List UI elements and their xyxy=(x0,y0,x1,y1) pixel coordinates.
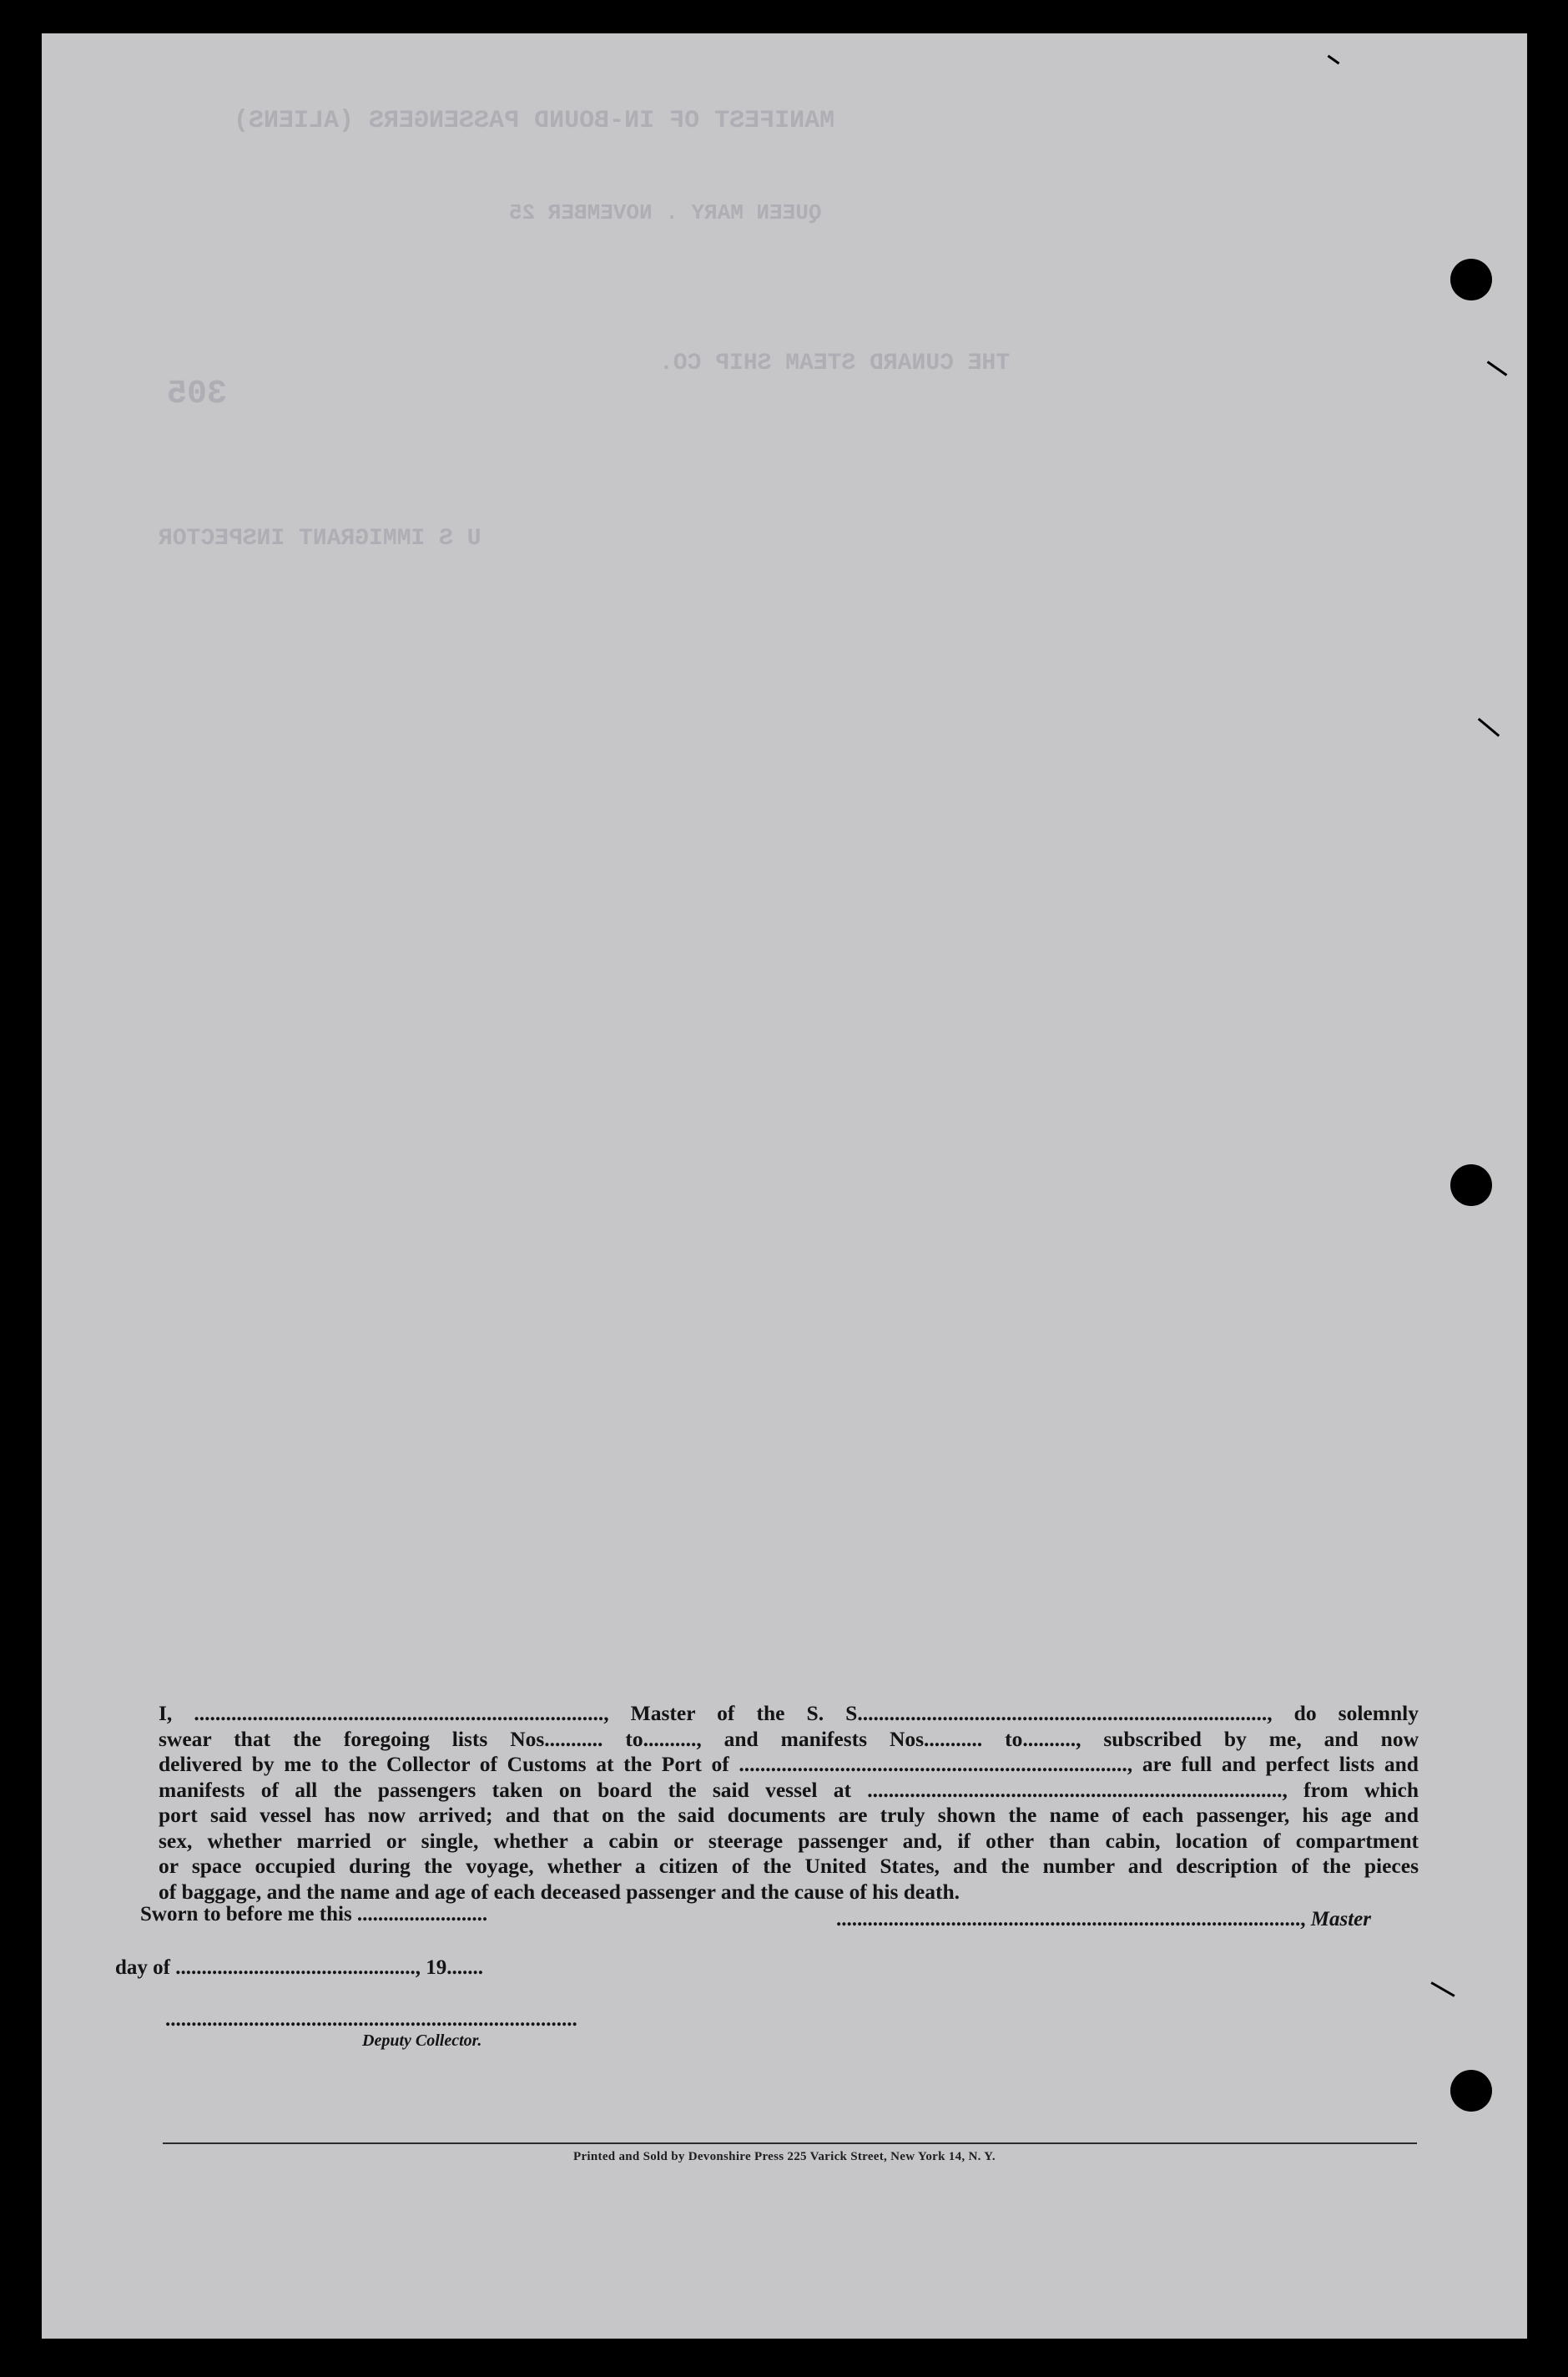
master-signature-line xyxy=(836,1908,1371,1931)
footer-rule xyxy=(163,2142,1417,2144)
bleed-through-text: U S IMMIGRANT INSPECTOR xyxy=(159,526,481,552)
sworn-before-line: Sworn to before me this ......................... xyxy=(140,1903,488,1925)
bleed-through-text: 305 xyxy=(167,376,228,413)
printer-imprint: Printed and Sold by Devonshire Press 225 Varick Street, New York 14, N. Y. xyxy=(573,2150,996,2163)
punch-hole xyxy=(1450,2070,1492,2112)
deputy-signature-line: ............................................................................... xyxy=(165,2008,577,2031)
oath-line: sex, whether married or single, whether a cabin or steerage passenger and, if other than cabin, location of compartment xyxy=(159,1828,1419,1853)
oath-line: of baggage, and the name and age of each deceased passenger and the cause of his death. xyxy=(159,1879,960,1904)
manifest-page xyxy=(42,33,1527,2339)
bleed-through-text: QUEEN MARY . NOVEMBER 25 xyxy=(509,200,822,225)
bleed-through-text: MANIFEST OF IN-BOUND PASSENGERS (ALIENS) xyxy=(234,107,835,135)
punch-hole xyxy=(1450,259,1492,300)
oath-line: I, ............................................................................., Master of the S. S............................................................................., do solemnly xyxy=(159,1701,1419,1725)
oath-paragraph xyxy=(159,1701,1419,1905)
oath-line: port said vessel has now arrived; and that on the said documents are truly shown the name of each passenger, his age and xyxy=(159,1803,1419,1827)
bleed-through-text: THE CUNARD STEAM SHIP CO. xyxy=(659,351,1011,376)
scratch-mark xyxy=(1328,55,1340,65)
day-of-line: day of .............................................., 19....... xyxy=(115,1956,483,1979)
oath-line: delivered by me to the Collector of Customs at the Port of ........................................................................., are full and perfect lists and xyxy=(159,1752,1419,1776)
oath-line: or space occupied during the voyage, whether a citizen of the United States, and the number and description of the pieces xyxy=(159,1854,1419,1878)
scratch-mark xyxy=(1478,718,1500,737)
oath-line: manifests of all the passengers taken on board the said vessel at .............................................................................., from which xyxy=(159,1777,1419,1802)
punch-hole xyxy=(1450,1164,1492,1206)
scratch-mark xyxy=(1430,1981,1455,1997)
deputy-collector-label: Deputy Collector. xyxy=(362,2031,482,2050)
scratch-mark xyxy=(1487,361,1508,376)
master-label: Master xyxy=(1310,1908,1371,1930)
oath-line: swear that the foregoing lists Nos........... to.........., and manifests Nos........... to.........., subscribed by me, and now xyxy=(159,1726,1419,1751)
master-signature-dots: ........................................................................................., xyxy=(836,1908,1311,1930)
